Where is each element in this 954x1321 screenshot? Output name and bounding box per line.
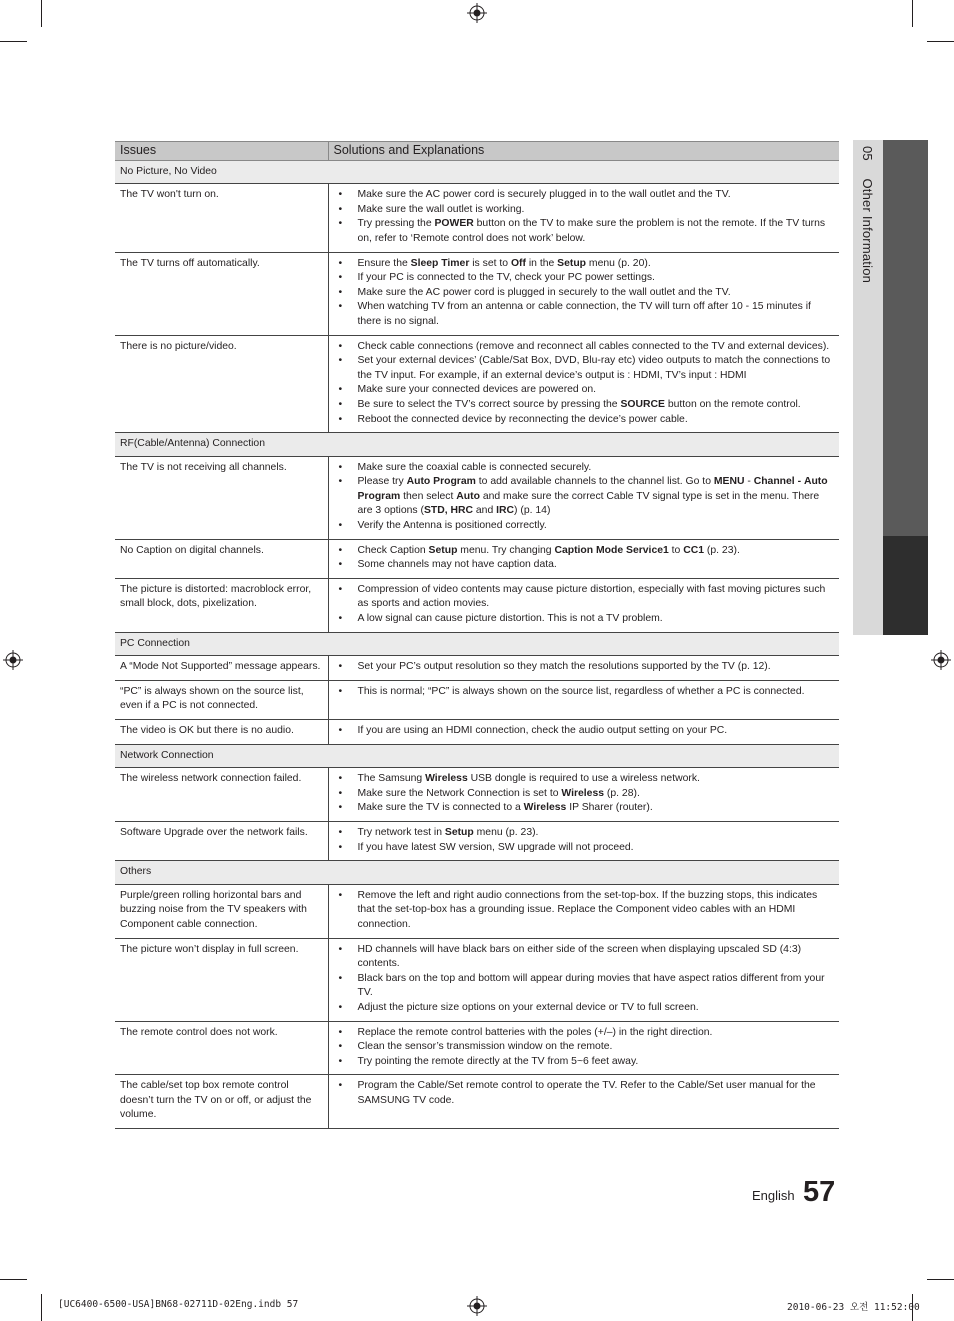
table-row (115, 539, 839, 578)
issue-cell: The cable/set top box remote control doesn’t turn the TV on or off, or adjust the volume. (115, 1075, 328, 1129)
table-row (115, 938, 839, 1021)
solution-cell (328, 656, 839, 681)
solution-cell (328, 252, 839, 335)
table-row (115, 768, 839, 822)
section-title: Other Information (860, 178, 875, 284)
solution-cell (328, 456, 839, 539)
solution-item: • Check Caption Setup menu. Try changing Caption Mode Service1 to CC1 (p. 23). (337, 544, 836, 559)
issue-cell: The remote control does not work. (115, 1021, 328, 1075)
page-number: 57 (803, 1176, 836, 1208)
solution-item: • If you are using an HDMI connection, check the audio output setting on your PC. (337, 724, 836, 739)
issue-cell: The TV won't turn on. (115, 184, 328, 252)
issue-cell: The TV turns off automatically. (115, 252, 328, 335)
solution-item: • Set your PC’s output resolution so they match the resolutions supported by the TV (p. 12). (337, 660, 836, 675)
category-row (115, 632, 839, 656)
table-row (115, 884, 839, 938)
solution-item: • Verify the Antenna is positioned correctly. (337, 519, 836, 534)
solution-item: • Program the Cable/Set remote control to operate the TV. Refer to the Cable/Set user manual for the SAMSUNG TV code. (337, 1079, 836, 1108)
solution-cell (328, 539, 839, 578)
crop-mark (0, 1279, 27, 1280)
solution-list (337, 772, 836, 816)
crop-mark (41, 1294, 42, 1321)
issue-cell: The picture is distorted: macroblock error, small block, dots, pixelization. (115, 578, 328, 632)
table-row (115, 578, 839, 632)
solution-item: • HD channels will have black bars on either side of the screen when displaying upscaled SD (4:3) contents. (337, 943, 836, 972)
footer-language: English (752, 1188, 795, 1203)
solution-item: • Make sure the coaxial cable is connected securely. (337, 461, 836, 476)
solution-list (337, 544, 836, 573)
category-label: No Picture, No Video (115, 160, 839, 184)
solution-item: • Remove the left and right audio connections from the set-top-box. If the buzzing stops, this indicates that the set-top-box has a grounding issue. Replace the Component video cables with an HDMI connection. (337, 889, 836, 933)
solution-list (337, 340, 836, 428)
solution-item: • Please try Auto Program to add available channels to the channel list. Go to MENU - Channel - Auto Program then select Auto and make sure the correct Cable TV signal type is set in the menu. There are 3 options (STD, HRC and IRC) (p. 14) (337, 475, 836, 519)
solution-list (337, 889, 836, 933)
solution-item: • If you have latest SW version, SW upgrade will not proceed. (337, 841, 836, 856)
registration-mark-icon (467, 1296, 487, 1316)
issue-cell: The TV is not receiving all channels. (115, 456, 328, 539)
registration-mark-icon (931, 650, 951, 670)
solution-item: • Compression of video contents may cause picture distortion, especially with fast moving pictures such as sports and action movies. (337, 583, 836, 612)
solution-cell (328, 720, 839, 745)
issue-cell: Purple/green rolling horizontal bars and buzzing noise from the TV speakers with Component cable connection. (115, 884, 328, 938)
table-body (115, 160, 839, 1128)
category-row (115, 861, 839, 885)
solution-cell (328, 938, 839, 1021)
solution-cell (328, 578, 839, 632)
solution-item: • Make sure the Network Connection is set to Wireless (p. 28). (337, 787, 836, 802)
issue-cell: A “Mode Not Supported” message appears. (115, 656, 328, 681)
solution-item: • Try pressing the POWER button on the TV to make sure the problem is not the remote. If the TV turns on, refer to ‘Remote control does not work’ below. (337, 217, 836, 246)
category-label: Others (115, 861, 839, 885)
table-row (115, 1075, 839, 1129)
section-label (860, 146, 875, 283)
solution-cell (328, 335, 839, 433)
category-row (115, 744, 839, 768)
category-label: PC Connection (115, 632, 839, 656)
issue-cell: “PC” is always shown on the source list, even if a PC is not connected. (115, 680, 328, 719)
category-row (115, 433, 839, 457)
solution-item: • Try network test in Setup menu (p. 23). (337, 826, 836, 841)
table-row (115, 335, 839, 433)
solution-item: • Set your external devices’ (Cable/Sat Box, DVD, Blu-ray etc) video outputs to match the connections to the TV input. For example, if an external device’s output is : HDMI, TV’s input : HDMI (337, 354, 836, 383)
solution-item: • Check cable connections (remove and reconnect all cables connected to the TV and external devices). (337, 340, 836, 355)
issue-cell: The wireless network connection failed. (115, 768, 328, 822)
issue-cell: The video is OK but there is no audio. (115, 720, 328, 745)
solution-item: • When watching TV from an antenna or cable connection, the TV will turn off after 10 - 15 minutes if there is no signal. (337, 300, 836, 329)
table-row (115, 656, 839, 681)
table-row (115, 680, 839, 719)
solution-list (337, 826, 836, 855)
table-header-row (115, 142, 839, 161)
solution-item: • Be sure to select the TV’s correct source by pressing the SOURCE button on the remote control. (337, 398, 836, 413)
table-row (115, 821, 839, 860)
solution-item: • Clean the sensor’s transmission window on the remote. (337, 1040, 836, 1055)
solution-cell (328, 884, 839, 938)
column-header-issues: Issues (115, 142, 328, 161)
solution-item: • Some channels may not have caption data. (337, 558, 836, 573)
table-row (115, 720, 839, 745)
side-tab-darker-block (883, 536, 928, 635)
solution-list (337, 461, 836, 534)
solution-item: • Make sure the wall outlet is working. (337, 203, 836, 218)
side-tab-dark-block (883, 140, 928, 536)
issue-cell: No Caption on digital channels. (115, 539, 328, 578)
crop-mark (927, 41, 954, 42)
section-number: 05 (860, 146, 875, 161)
solution-item: • A low signal can cause picture distortion. This is not a TV problem. (337, 612, 836, 627)
solution-item: • Replace the remote control batteries with the poles (+/–) in the right direction. (337, 1026, 836, 1041)
print-slug-right: 2010-06-23 오전 11:52:00 (787, 1302, 920, 1313)
solution-item: • Adjust the picture size options on your external device or TV to full screen. (337, 1001, 836, 1016)
crop-mark (912, 0, 913, 27)
solution-cell (328, 1075, 839, 1129)
solution-cell (328, 680, 839, 719)
table-row (115, 252, 839, 335)
solution-list (337, 660, 836, 675)
solution-item: • Make sure the AC power cord is securely plugged in to the wall outlet and the TV. (337, 188, 836, 203)
solution-list (337, 1026, 836, 1070)
solution-item: • Reboot the connected device by reconnecting the device’s power cable. (337, 413, 836, 428)
solution-list (337, 685, 836, 700)
solution-item: • The Samsung Wireless USB dongle is required to use a wireless network. (337, 772, 836, 787)
solution-item: • This is normal; “PC” is always shown on the source list, regardless of whether a PC is connected. (337, 685, 836, 700)
solution-list (337, 943, 836, 1016)
solution-list (337, 188, 836, 246)
solution-item: • If your PC is connected to the TV, check your PC power settings. (337, 271, 836, 286)
print-slug-left: [UC6400-6500-USA]BN68-02711D-02Eng.indb 57 (58, 1299, 299, 1310)
column-header-solutions: Solutions and Explanations (328, 142, 839, 161)
solution-item: • Make sure the AC power cord is plugged in securely to the wall outlet and the TV. (337, 286, 836, 301)
table-row (115, 456, 839, 539)
category-label: Network Connection (115, 744, 839, 768)
solution-item: • Try pointing the remote directly at the TV from 5~6 feet away. (337, 1055, 836, 1070)
solution-item: • Make sure your connected devices are powered on. (337, 383, 836, 398)
crop-mark (0, 41, 27, 42)
issue-cell: Software Upgrade over the network fails. (115, 821, 328, 860)
solution-item: • Make sure the TV is connected to a Wireless IP Sharer (router). (337, 801, 836, 816)
solution-list (337, 724, 836, 739)
solution-list (337, 583, 836, 627)
crop-mark (41, 0, 42, 27)
category-label: RF(Cable/Antenna) Connection (115, 433, 839, 457)
solution-item: • Ensure the Sleep Timer is set to Off in the Setup menu (p. 20). (337, 257, 836, 272)
troubleshooting-table (115, 141, 839, 1129)
solution-cell (328, 1021, 839, 1075)
table-row (115, 1021, 839, 1075)
solution-cell (328, 184, 839, 252)
issue-cell: The picture won’t display in full screen. (115, 938, 328, 1021)
solution-list (337, 257, 836, 330)
solution-item: • Black bars on the top and bottom will appear during movies that have aspect ratios different from your TV. (337, 972, 836, 1001)
issue-cell: There is no picture/video. (115, 335, 328, 433)
registration-mark-icon (467, 3, 487, 23)
solution-cell (328, 768, 839, 822)
solution-list (337, 1079, 836, 1108)
table-row (115, 184, 839, 252)
crop-mark (927, 1279, 954, 1280)
category-row (115, 160, 839, 184)
registration-mark-icon (3, 650, 23, 670)
solution-cell (328, 821, 839, 860)
